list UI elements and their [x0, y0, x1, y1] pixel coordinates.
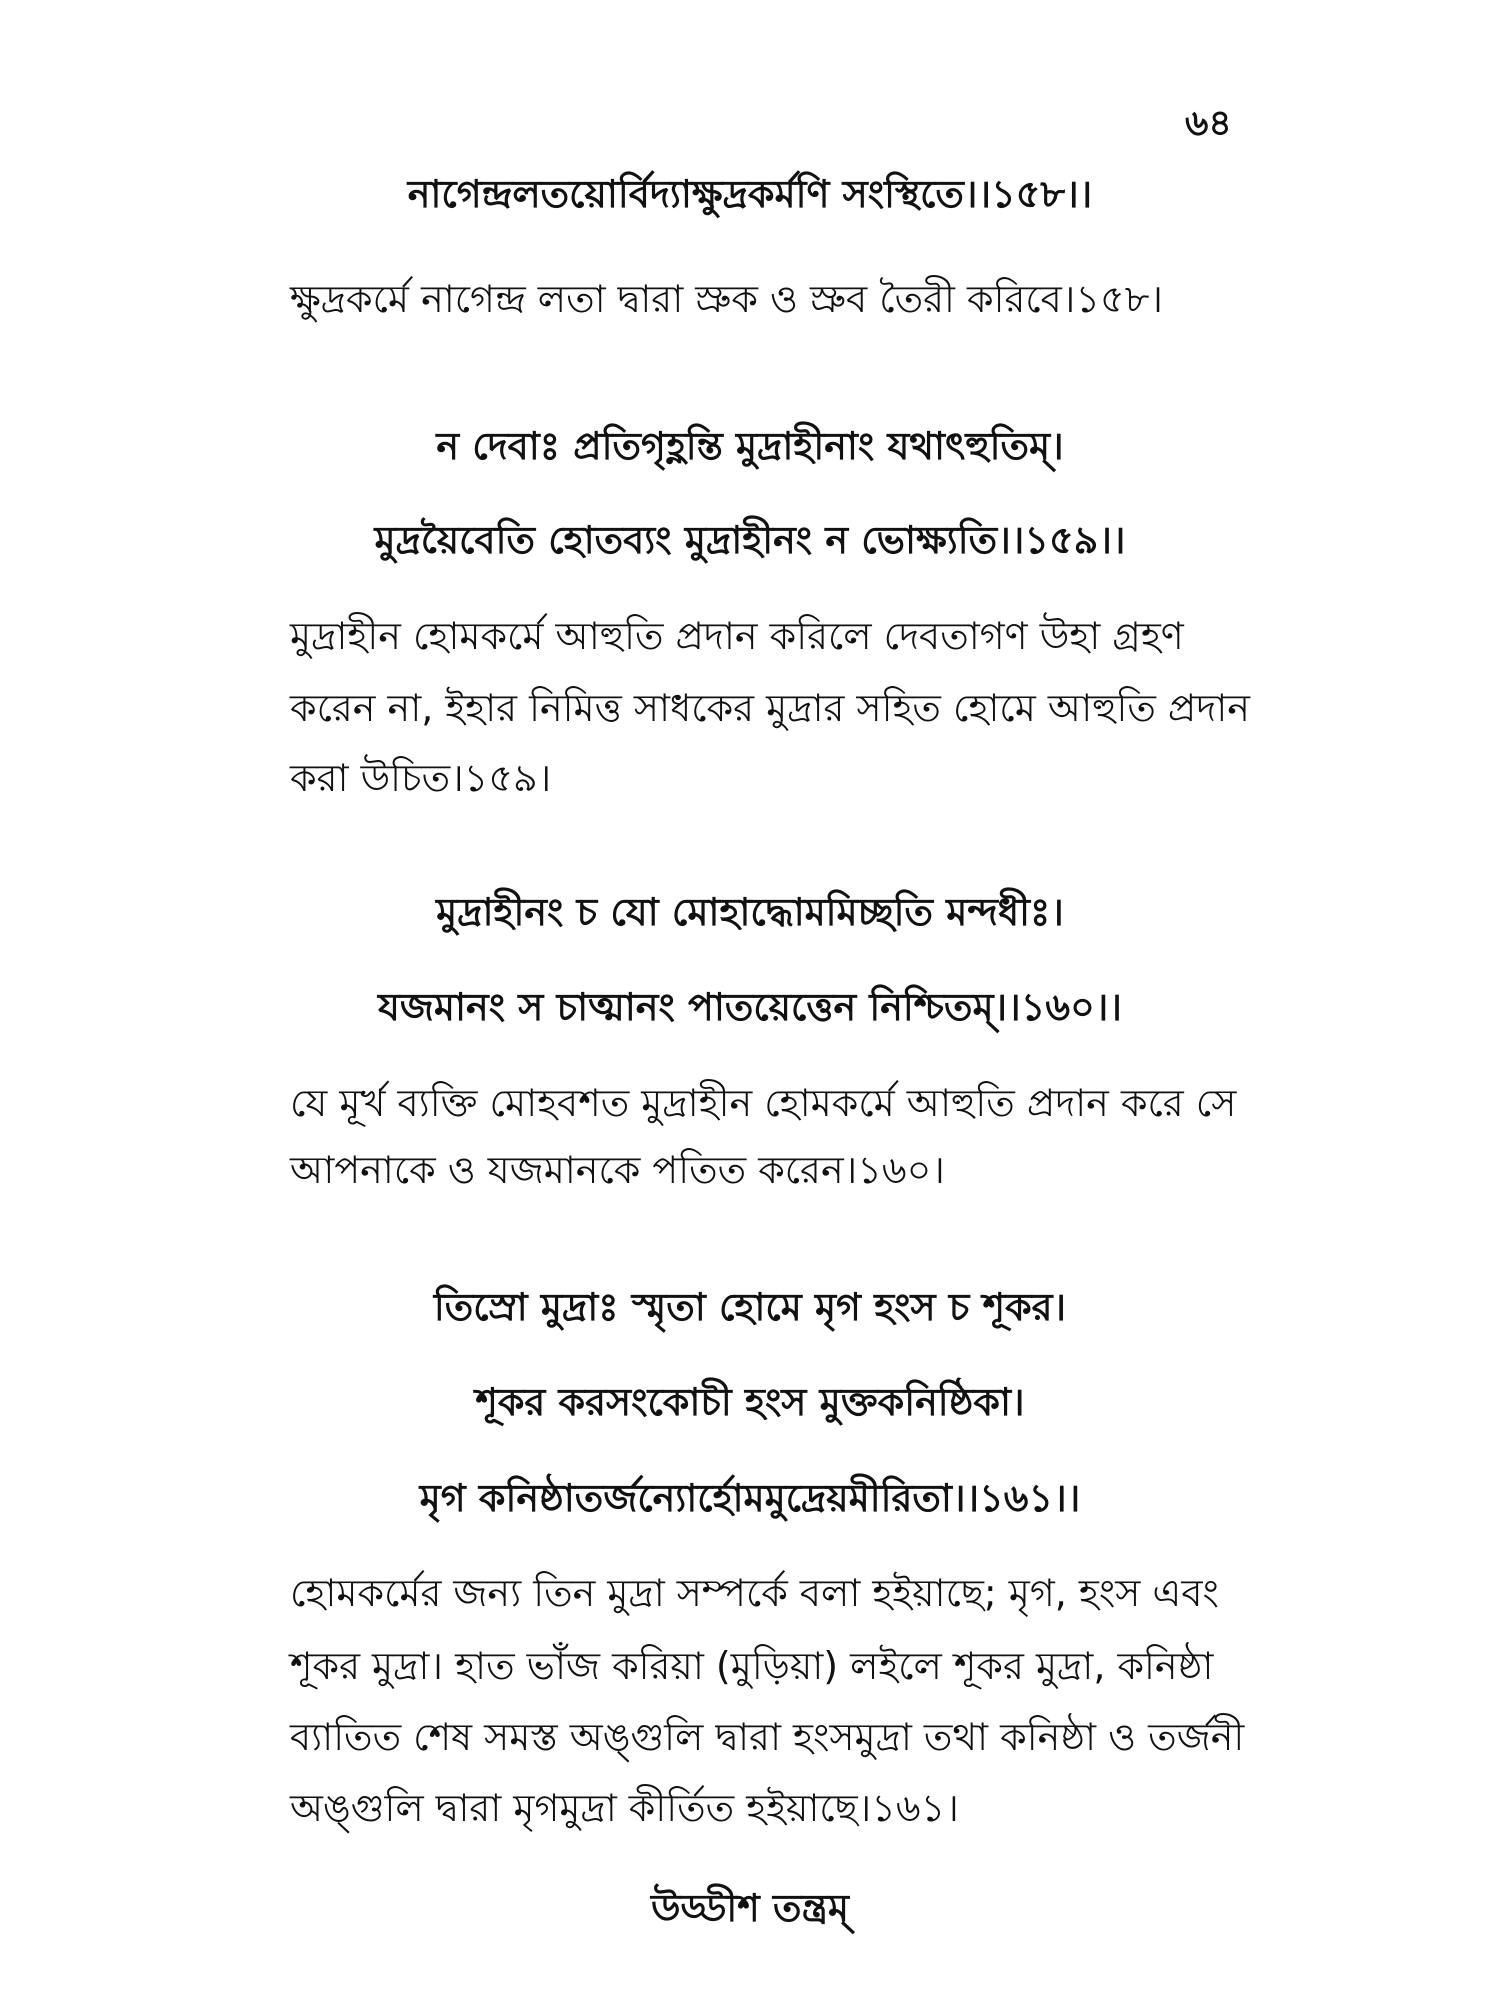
prose-line: আপনাকে ও যজমানকে পতিত করেন।১৬০।: [290, 1148, 945, 1192]
prose-line: করেন না, ইহার নিমিত্ত সাধকের মুদ্রার সহিত হোমে আহুতি প্রদান: [290, 686, 1250, 730]
verse-line: মুদ্রয়ৈবেতি হোতব্যং মুদ্রাহীনং ন ভোক্ষ্যতি।।১৫৯।।: [374, 518, 1126, 562]
verse-line: মৃগ কনিষ্ঠাতর্জন্যোর্হোমমুদ্রেয়মীরিতা।।১৬১।।: [419, 1476, 1081, 1520]
prose-line: মুদ্রাহীন হোমকর্মে আহুতি প্রদান করিলে দেবতাগণ উহা গ্রহণ: [290, 614, 1184, 658]
verse-line: ন দেবাঃ প্রতিগৃহ্ণন্তি মুদ্রাহীনাং যথাৎহুতিম্।: [436, 424, 1064, 468]
verse-line: মুদ্রাহীনং চ যো মোহাদ্ধোমমিচ্ছতি মন্দধীঃ।: [436, 890, 1064, 934]
prose-line: যে মূর্খ ব্যক্তি মোহবশত মুদ্রাহীন হোমকর্মে আহুতি প্রদান করে সে: [290, 1081, 1237, 1125]
verse-line: যজমানং স চাত্মানং পাতয়েত্তেন নিশ্চিতম্।।১৬০।।: [378, 985, 1122, 1029]
verse-line: তিস্রো মুদ্রাঃ স্মৃতা হোমে মৃগ হংস চ শূকর।: [433, 1285, 1067, 1329]
prose-line: শূকর মুদ্রা। হাত ভাঁজ করিয়া (মুড়িয়া) লইলে শূকর মুদ্রা, কনিষ্ঠা: [290, 1644, 1214, 1688]
verse-line: নাগেন্দ্রলতয়োর্বিদ্যাক্ষুদ্রকর্মণি সংস্থিতে।।১৫৮।।: [407, 172, 1093, 216]
prose-line: করা উচিত।১৫৯।: [290, 756, 552, 800]
verse-line: শূকর করসংকোচী হংস মুক্তকনিষ্ঠিকা।: [475, 1380, 1025, 1424]
prose-line: ব্যাতিত শেষ সমস্ত অঙ্গুলি দ্বারা হংসমুদ্রা তথা কনিষ্ঠা ও তর্জনী: [290, 1715, 1245, 1759]
prose-line: ক্ষুদ্রকর্মে নাগেন্দ্র লতা দ্বারা স্রুক ও স্রুব তৈরী করিবে।১৫৮।: [290, 277, 1163, 321]
footer-title: উড্ডীশ তন্ত্রম্: [651, 1886, 849, 1930]
page-number: ৬৪: [1185, 103, 1232, 144]
prose-line: অঙ্গুলি দ্বারা মৃগমুদ্রা কীর্তিত হইয়াছে।১৬১।: [290, 1786, 959, 1830]
prose-line: হোমকর্মের জন্য তিন মুদ্রা সম্পর্কে বলা হইয়াছে; মৃগ, হংস এবং: [290, 1571, 1219, 1615]
